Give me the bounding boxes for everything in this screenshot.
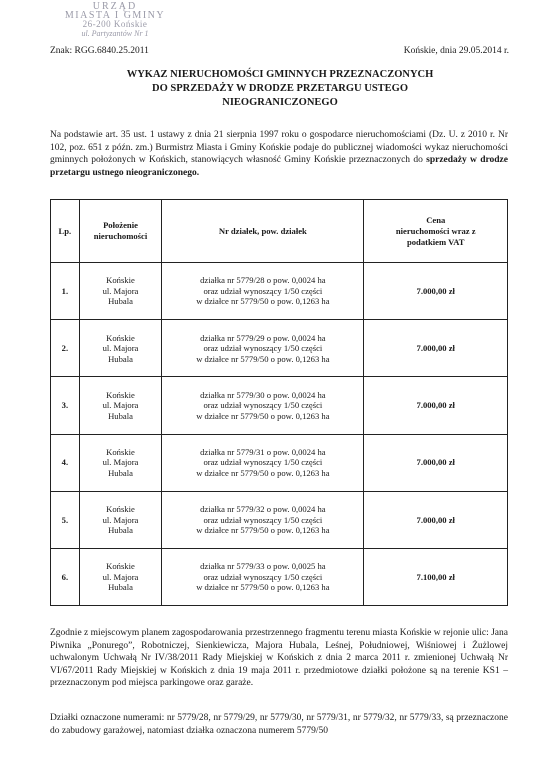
row-price: 7.000,00 zł: [364, 320, 508, 377]
parcel-line: w działce nr 5779/50 o pow. 0,1263 ha: [196, 296, 330, 307]
location-line: Hubala: [108, 582, 133, 593]
header-location-line-2: nieruchomości: [93, 231, 148, 241]
row-lp: 2.: [51, 320, 80, 377]
stamp-line-4: ul. Partyzantów Nr 1: [81, 29, 149, 38]
location-line: Końskie: [106, 446, 135, 457]
location-line: Hubala: [108, 467, 133, 478]
header-location: [79, 200, 162, 263]
table-row: [51, 491, 508, 548]
row-price: 7.000,00 zł: [364, 434, 508, 491]
parcel-line: oraz udział wynoszący 1/50 części: [203, 285, 323, 296]
document-date: Końskie, dnia 29.05.2014 r.: [403, 46, 509, 56]
parcel-line: działka nr 5779/28 o pow. 0,0024 ha: [200, 275, 326, 286]
parcel-line: w działce nr 5779/50 o pow. 0,1263 ha: [196, 410, 330, 421]
title-line-1: WYKAZ NIERUCHOMOŚCI GMINNYCH PRZEZNACZONYCH: [126, 69, 434, 80]
row-location: [79, 263, 162, 320]
row-price: 7.100,00 zł: [364, 548, 508, 605]
parcel-line: oraz udział wynoszący 1/50 części: [203, 457, 323, 468]
row-parcel: [162, 377, 364, 434]
table-row: [51, 548, 508, 605]
header-location-line-1: Położenie: [103, 220, 138, 230]
parcel-line: działka nr 5779/31 o pow. 0,0024 ha: [200, 446, 326, 457]
title-line-2: DO SPRZEDAŻY W DRODZE PRZETARGU USTEGO: [151, 83, 409, 94]
location-line: Końskie: [106, 561, 135, 572]
location-line: ul. Majora: [102, 343, 139, 354]
parcel-line: oraz udział wynoszący 1/50 części: [203, 571, 323, 582]
title-line-3: NIEOGRANICZONEGO: [222, 97, 338, 108]
parcel-line: w działce nr 5779/50 o pow. 0,1263 ha: [196, 467, 330, 478]
office-stamp: [55, 2, 175, 38]
row-location: [79, 320, 162, 377]
zoning-paragraph: Zgodnie z miejscowym planem zagospodarowania przestrzennego fragmentu terenu miasta Końskie w rejonie ulic: Jana Piwnika „Ponurego”, Robotniczej, Sienkiewicza, Majora Hubala, Leśnej, Południowej, Wiśniowej i Żużlowej uchwalonym Uchwałą Nr IV/38/2011 Rady Miejskiej w Końskich z dnia 2 marca 2011 r. zmienionej Uchwałą Nr VI/67/2011 Rady Miejskiej w Końskich z dnia 19 maja 2011 r. przedmiotowe działki położone są na terenie KS1 – przeznaczonym pod miejsca parkingowe oraz garaże.: [50, 628, 508, 688]
row-parcel: [162, 491, 364, 548]
location-line: Hubala: [108, 410, 133, 421]
row-lp: 6.: [51, 548, 80, 605]
stamp-line-2: MIASTA I GMINY: [64, 10, 166, 21]
location-line: Hubala: [108, 525, 133, 536]
parcel-line: oraz udział wynoszący 1/50 części: [203, 400, 323, 411]
table-row: [51, 263, 508, 320]
parcel-line: w działce nr 5779/50 o pow. 0,1263 ha: [196, 525, 330, 536]
parcel-line: w działce nr 5779/50 o pow. 0,1263 ha: [196, 353, 330, 364]
header-price-line-3: podatkiem VAT: [406, 236, 465, 247]
parcel-line: działka nr 5779/32 o pow. 0,0024 ha: [200, 504, 326, 515]
row-parcel: [162, 320, 364, 377]
header-price: [364, 200, 508, 263]
parcels-paragraph: Działki oznaczone numerami: nr 5779/28, nr 5779/29, nr 5779/30, nr 5779/31, nr 5779/32, nr 5779/33, są przeznaczone do zabudowy garażowej, natomiast działka oznaczona numerem 5779/50: [50, 713, 508, 736]
document-title: [60, 68, 500, 110]
parcel-line: oraz udział wynoszący 1/50 części: [203, 514, 323, 525]
reference-number: Znak: RGG.6840.25.2011: [50, 46, 149, 56]
location-line: ul. Majora: [102, 457, 139, 468]
row-lp: 4.: [51, 434, 80, 491]
location-line: ul. Majora: [102, 400, 139, 411]
location-line: Końskie: [106, 389, 135, 400]
parcel-line: działka nr 5779/33 o pow. 0,0025 ha: [200, 561, 326, 572]
stamp-line-1: URZĄD: [92, 1, 138, 12]
parcel-line: działka nr 5779/30 o pow. 0,0024 ha: [200, 389, 326, 400]
row-location: [79, 434, 162, 491]
row-price: 7.000,00 zł: [364, 263, 508, 320]
header-price-line-1: Cena: [426, 214, 446, 225]
header-lp: Lp.: [51, 200, 80, 263]
parcel-line: oraz udział wynoszący 1/50 części: [203, 343, 323, 354]
location-line: Końskie: [106, 504, 135, 515]
row-parcel: [162, 548, 364, 605]
intro-paragraph: [50, 129, 508, 179]
row-lp: 1.: [51, 263, 80, 320]
row-lp: 5.: [51, 491, 80, 548]
location-line: ul. Majora: [102, 514, 139, 525]
property-table: [50, 199, 508, 606]
parcel-line: działka nr 5779/29 o pow. 0,0024 ha: [200, 332, 326, 343]
intro-bold-text: sprzedaży w drodze przetargu ustnego nieograniczonego.: [50, 155, 508, 178]
parcel-line: w działce nr 5779/50 o pow. 0,1263 ha: [196, 582, 330, 593]
location-line: ul. Majora: [102, 285, 139, 296]
location-line: Końskie: [106, 332, 135, 343]
row-location: [79, 377, 162, 434]
row-parcel: [162, 434, 364, 491]
intro-text: Na podstawie art. 35 ust. 1 ustawy z dnia 21 sierpnia 1997 roku o gospodarce nieruchomościami (Dz. U. z 2010 r. Nr 102, poz. 651 z późn. zm.) Burmistrz Miasta i Gminy Końskie podaje do publicznej wiadomości wykaz nieruchomości gminnych położonych w Końskich, stanowiących własność Gminy Końskie przeznaczonych do: [50, 130, 508, 165]
header-parcels: Nr działek, pow. działek: [162, 200, 364, 263]
location-line: Hubala: [108, 296, 133, 307]
location-line: Hubala: [108, 353, 133, 364]
table-row: [51, 377, 508, 434]
table-header-row: [51, 200, 508, 263]
header-price-line-2: nieruchomości wraz z: [395, 225, 476, 236]
row-price: 7.000,00 zł: [364, 491, 508, 548]
row-location: [79, 548, 162, 605]
row-price: 7.000,00 zł: [364, 377, 508, 434]
table-row: [51, 434, 508, 491]
row-lp: 3.: [51, 377, 80, 434]
stamp-line-3: 26-200 Końskie: [82, 19, 148, 29]
location-line: Końskie: [106, 275, 135, 286]
row-parcel: [162, 263, 364, 320]
row-location: [79, 491, 162, 548]
table-row: [51, 320, 508, 377]
location-line: ul. Majora: [102, 571, 139, 582]
